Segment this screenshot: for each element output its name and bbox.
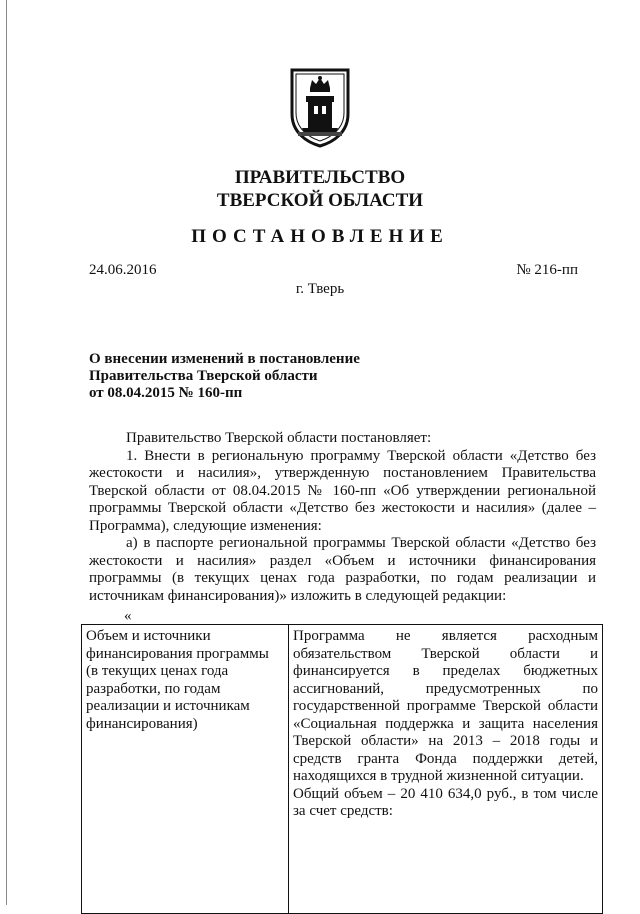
tver-coat-of-arms-icon [288,66,352,148]
table-row [82,625,603,914]
document-date: 24.06.2016 [89,262,157,278]
table-cell-paragraph: Общий объем – 20 410 634,0 руб., в том числе за счет средств: [293,785,598,819]
document-body [89,430,596,605]
table-cell-paragraph: Программа не является расходным обязательством Тверской области и финансируется в пределах бюджетных ассигнований, предусмотренных по государственной программе Тверской области «Социальная поддержка и защита населения Тверской области» на 2013 – 2018 годы и средств гранта Фонда поддержки детей, находящихся в трудной жизненной ситуации. [293,628,598,784]
table-cell-label: Объем и источники финансирования программы (в текущих ценах года разработки, по годам реализации и источникам финансирования) [82,625,289,914]
quote-open-mark: « [124,608,132,624]
body-item-a: а) в паспорте региональной программы Тверской области «Детство без жестокости и насилия» раздел «Объем и источники финансирования программы (в текущих ценах года разработки, по годам реализации и источникам финансирования)» изложить в следующей редакции: [89,535,596,604]
org-name-line1: ПРАВИТЕЛЬСТВО [234,167,406,188]
page-edge-line [6,0,7,905]
document-type: ПОСТАНОВЛЕНИЕ [191,226,449,247]
passport-table [81,624,603,914]
body-item-1: 1. Внести в региональную программу Тверской области «Детство без жестокости и насилия», утвержденную постановлением Правительства Тверской области от 08.04.2015 № 160-пп «Об утверждении региональной программы Тверской области «Детство без жестокости и насилия» (далее – Программа), следующие изменения: [89,447,596,534]
subject-line: Правительства Тверской области [89,368,318,384]
subject-line: от 08.04.2015 № 160-пп [89,385,243,401]
document-subject [89,351,409,402]
body-intro: Правительство Тверской области постановляет: [126,430,432,446]
table-cell-value [289,625,603,914]
document-city: г. Тверь [295,281,345,297]
document-number: № 216-пп [516,262,578,278]
subject-line: О внесении изменений в постановление [89,351,360,367]
org-name-line2: ТВЕРСКОЙ ОБЛАСТИ [216,190,424,211]
